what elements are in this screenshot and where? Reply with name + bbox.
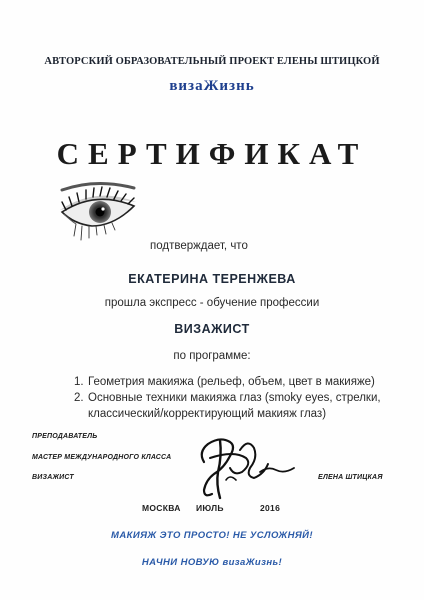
slogan-line-2: НАЧНИ НОВУЮ визаЖизнь!: [141, 557, 283, 568]
city: МОСКВА: [142, 503, 181, 513]
slogan-line-1: МАКИЯЖ ЭТО ПРОСТО! НЕ УСЛОЖНЯЙ!: [111, 530, 313, 541]
eye-illustration: [56, 180, 140, 242]
passed-text: прошла экспресс - обучение профессии: [104, 297, 320, 309]
list-item-text: Основные техники макияжа глаз (smoky eyes, стрелки, классический/корректирующий макияж глаз): [88, 392, 381, 420]
confirm-text: подтверждает, что: [150, 240, 248, 252]
program-label: по программе:: [173, 350, 251, 362]
recipient-name: ЕКАТЕРИНА ТЕРЕНЖЕВА: [128, 272, 296, 286]
list-item: [74, 390, 394, 422]
program-list: [74, 374, 394, 422]
certificate-title: СЕРТИФИКАТ: [56, 136, 368, 171]
project-header: АВТОРСКИЙ ОБРАЗОВАТЕЛЬНЫЙ ПРОЕКТ ЕЛЕНЫ ШТИЦКОЙ: [44, 56, 380, 67]
signatory-role-teacher: ПРЕПОДАВАТЕЛЬ: [32, 433, 98, 440]
list-item-text: Геометрия макияжа (рельеф, объем, цвет в макияже): [88, 376, 375, 388]
list-item-number: 2.: [74, 392, 84, 404]
signatory-role-master: МАСТЕР МЕЖДУНАРОДНОГО КЛАССА: [32, 454, 172, 461]
list-item-number: 1.: [74, 376, 84, 388]
profession-title: ВИЗАЖИСТ: [174, 322, 250, 336]
year: 2016: [260, 503, 281, 513]
signatory-name: ЕЛЕНА ШТИЦКАЯ: [318, 474, 383, 481]
brand-name: визаЖизнь: [169, 78, 255, 94]
handwritten-signature: [190, 428, 300, 504]
signatory-role-makeup-artist: ВИЗАЖИСТ: [32, 474, 74, 481]
month: ИЮЛЬ: [196, 503, 224, 513]
list-item: [74, 374, 394, 390]
